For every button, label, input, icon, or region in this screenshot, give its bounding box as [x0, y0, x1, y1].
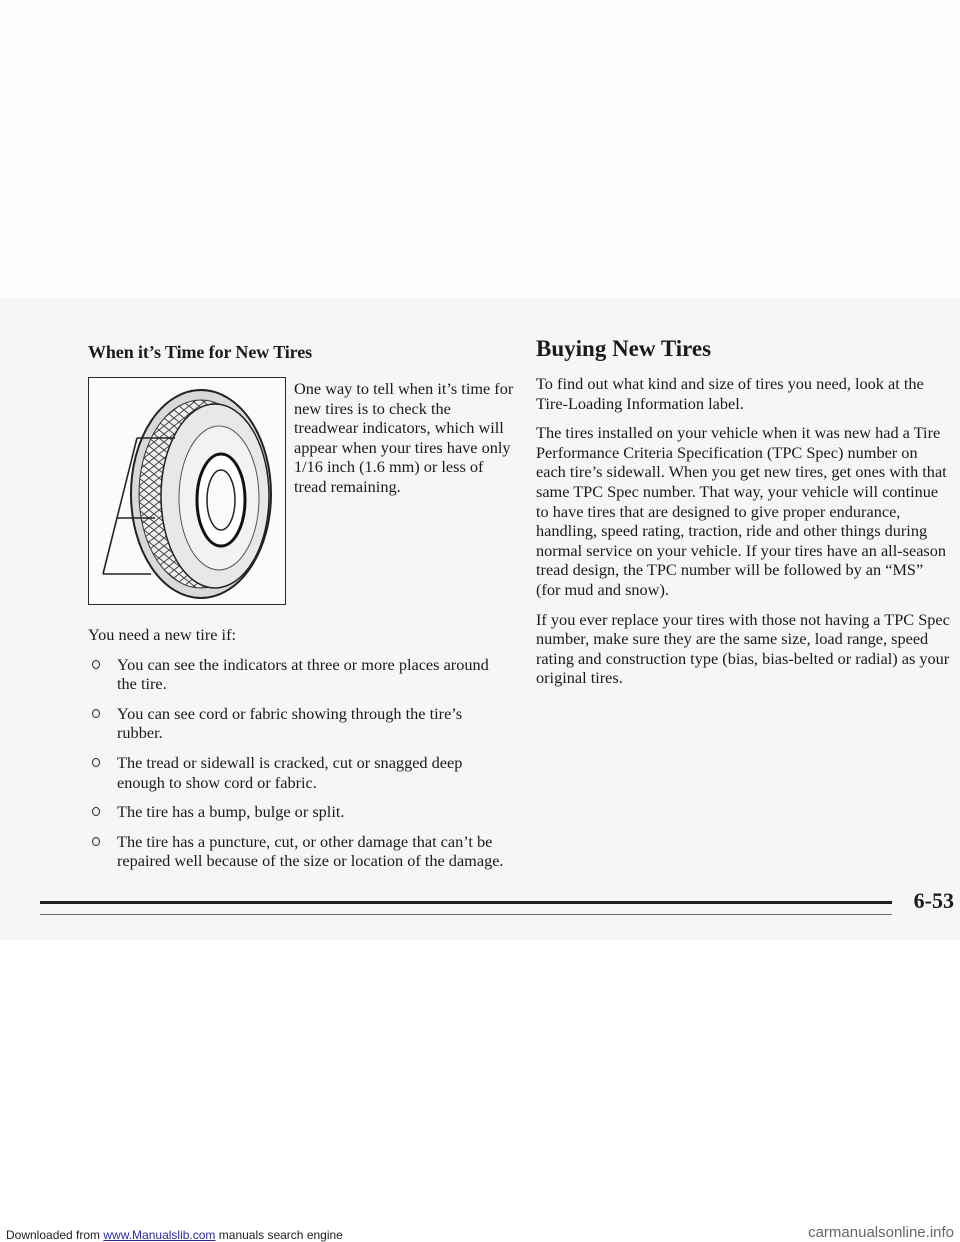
manualslib-link[interactable]: www.Manualslib.com: [103, 1228, 216, 1242]
list-item: The tire has a puncture, cut, or other damage that can’t be repaired well because of the size or location of the damage.: [88, 832, 508, 871]
footer-rule-thin: [40, 914, 892, 915]
list-item: The tire has a bump, bulge or split.: [88, 802, 508, 822]
section-subheading: When it’s Time for New Tires: [88, 342, 313, 362]
tire-icon: [89, 378, 285, 604]
treadwear-paragraph: One way to tell when it’s time for new tires is to check the treadwear indicators, which will appear when your tires have only 1/16 inch (1.6 mm) or less of tread remaining.: [294, 379, 514, 496]
right-column: [536, 336, 950, 698]
left-column: [88, 342, 514, 881]
bullet-icon: [92, 660, 100, 669]
manual-page: [0, 298, 960, 940]
bullet-icon: [92, 807, 100, 816]
section-heading: Buying New Tires: [536, 336, 712, 361]
new-tire-intro: You need a new tire if:: [88, 625, 237, 644]
paragraph: The tires installed on your vehicle when it was new had a Tire Performance Criteria Specification (TPC Spec) number on each tire’s sidewall. When you get new tires, get ones with that same TPC Spec number. That way, your vehicle will continue to have tires that are designed to give proper endurance, handling, speed rating, traction, ride and other things during normal service on your vehicle. If your tires have an all-season tread design, the TPC number will be followed by an “MS” (for mud and snow).: [536, 423, 947, 599]
paragraph: To find out what kind and size of tires you need, look at the Tire-Loading Information label.: [536, 374, 924, 413]
download-footer: Downloaded from www.Manualslib.com manuals search engine: [6, 1228, 343, 1242]
list-item: You can see the indicators at three or more places around the tire.: [88, 655, 508, 694]
list-item: The tread or sidewall is cracked, cut or snagged deep enough to show cord or fabric.: [88, 753, 508, 792]
page-number: 6-53: [913, 888, 954, 913]
watermark: carmanualsonline.info: [808, 1224, 954, 1241]
new-tire-criteria-list: [88, 655, 508, 871]
tire-figure-row: [88, 377, 514, 623]
list-item: You can see cord or fabric showing through the tire’s rubber.: [88, 704, 508, 743]
bottom-margin: [0, 940, 960, 1242]
top-margin: [0, 0, 960, 298]
paragraph: If you ever replace your tires with those not having a TPC Spec number, make sure they are the same size, load range, speed rating and construction type (bias, bias-belted or radial) as your original tires.: [536, 609, 950, 688]
footer-rule: [40, 901, 892, 904]
bullet-icon: [92, 758, 100, 767]
bullet-icon: [92, 837, 100, 846]
bullet-icon: [92, 709, 100, 718]
tire-illustration: [88, 377, 286, 605]
